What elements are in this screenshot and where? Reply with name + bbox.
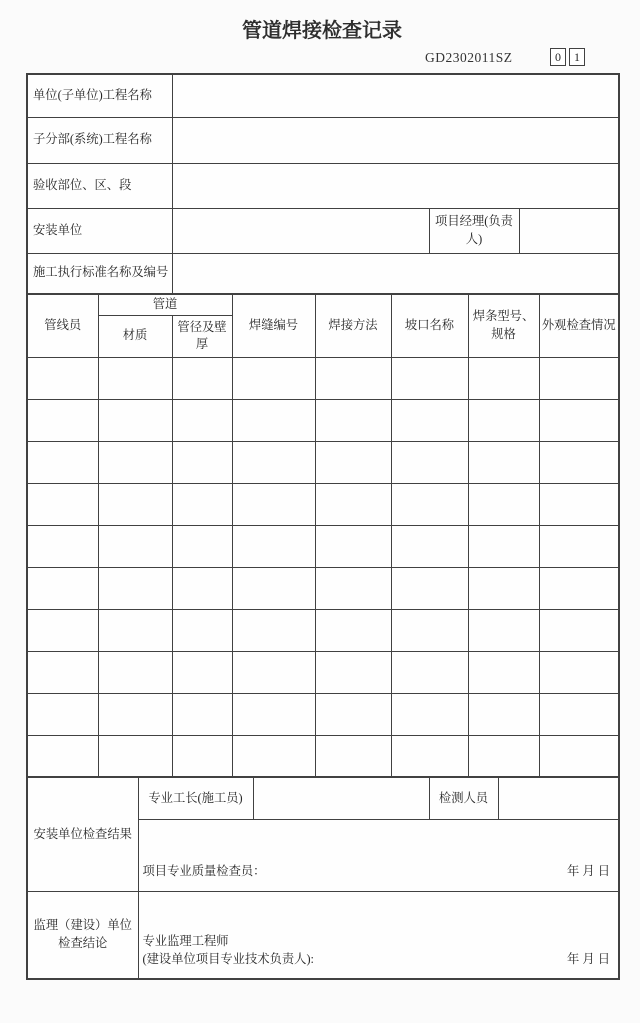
weld-cell-empty — [232, 567, 315, 609]
weld-cell-empty — [468, 735, 539, 777]
weld-cell-empty — [98, 735, 172, 777]
weld-cell-empty — [98, 399, 172, 441]
weld-cell-empty — [98, 693, 172, 735]
info-row-standard — [27, 253, 619, 294]
weld-cell-empty — [539, 525, 619, 567]
col-header-appearance: 外观检查情况 — [539, 294, 619, 357]
unit-project-value — [172, 74, 619, 117]
weld-cell-empty — [98, 441, 172, 483]
weld-cell-empty — [98, 651, 172, 693]
install-check-date-label: 年 月 日 — [566, 864, 610, 878]
weld-row — [27, 651, 619, 693]
col-header-material: 材质 — [98, 315, 172, 357]
code-row — [26, 46, 618, 70]
subdivision-value — [172, 117, 619, 163]
weld-cell-empty — [172, 567, 232, 609]
weld-row — [27, 693, 619, 735]
weld-cell-empty — [98, 609, 172, 651]
weld-cell-empty — [27, 399, 98, 441]
subdivision-label: 子分部(系统)工程名称 — [27, 117, 172, 163]
foreman-value — [253, 777, 429, 819]
weld-cell-empty — [315, 651, 391, 693]
col-header-weld-no: 焊缝编号 — [232, 294, 315, 357]
page-title: 管道焊接检查记录 — [242, 20, 402, 42]
install-unit-label: 安装单位 — [27, 208, 172, 253]
tester-value — [498, 777, 619, 819]
weld-cell-empty — [539, 693, 619, 735]
acceptance-part-label: 验收部位、区、段 — [27, 163, 172, 208]
weld-row — [27, 525, 619, 567]
weld-row — [27, 441, 619, 483]
weld-cell-empty — [27, 357, 98, 399]
weld-cell-empty — [232, 651, 315, 693]
weld-row — [27, 735, 619, 777]
weld-cell-empty — [391, 399, 468, 441]
weld-cell-empty — [27, 609, 98, 651]
weld-cell-empty — [98, 525, 172, 567]
install-unit-value — [172, 208, 429, 253]
weld-cell-empty — [232, 735, 315, 777]
weld-cell-empty — [98, 357, 172, 399]
weld-cell-empty — [172, 357, 232, 399]
weld-cell-empty — [98, 567, 172, 609]
foreman-label: 专业工长(施工员) — [138, 777, 253, 819]
weld-cell-empty — [172, 693, 232, 735]
weld-cell-empty — [315, 399, 391, 441]
weld-cell-empty — [232, 483, 315, 525]
supervision-date-label: 年 月 日 — [566, 951, 610, 966]
weld-row — [27, 609, 619, 651]
weld-cell-empty — [172, 483, 232, 525]
weld-cell-empty — [172, 651, 232, 693]
quality-inspector-cell — [138, 819, 619, 891]
project-manager-label: 项目经理(负责人) — [429, 208, 519, 253]
weld-cell-empty — [27, 735, 98, 777]
weld-cell-empty — [539, 399, 619, 441]
weld-cell-empty — [539, 441, 619, 483]
col-group-pipe: 管道 — [98, 294, 232, 315]
weld-cell-empty — [27, 525, 98, 567]
weld-cell-empty — [391, 651, 468, 693]
weld-record-table — [26, 293, 620, 778]
weld-cell-empty — [27, 567, 98, 609]
weld-cell-empty — [315, 609, 391, 651]
weld-cell-empty — [98, 483, 172, 525]
supervision-engineer-cell — [138, 891, 619, 979]
weld-cell-empty — [391, 483, 468, 525]
weld-cell-empty — [468, 357, 539, 399]
weld-cell-empty — [27, 483, 98, 525]
weld-cell-empty — [232, 357, 315, 399]
weld-cell-empty — [468, 441, 539, 483]
weld-cell-empty — [27, 441, 98, 483]
weld-cell-empty — [172, 609, 232, 651]
weld-cell-empty — [232, 609, 315, 651]
weld-cell-empty — [315, 693, 391, 735]
weld-row — [27, 357, 619, 399]
weld-cell-empty — [232, 525, 315, 567]
page-number-box-right: 1 — [569, 48, 585, 66]
weld-cell-empty — [468, 483, 539, 525]
info-row-unit-project — [27, 74, 619, 117]
weld-cell-empty — [27, 651, 98, 693]
weld-cell-empty — [172, 525, 232, 567]
quality-inspector-label: 项目专业质量检查员： — [142, 864, 266, 878]
weld-cell-empty — [391, 525, 468, 567]
acceptance-part-value — [172, 163, 619, 208]
form-code: GD2302011SZ — [425, 50, 513, 65]
weld-cell-empty — [315, 567, 391, 609]
weld-cell-empty — [539, 735, 619, 777]
weld-cell-empty — [468, 651, 539, 693]
info-row-acceptance-part — [27, 163, 619, 208]
info-table — [26, 73, 620, 295]
weld-cell-empty — [27, 693, 98, 735]
supervision-engineer-label: 专业监理工程师 — [142, 933, 229, 948]
weld-cell-empty — [172, 399, 232, 441]
weld-cell-empty — [172, 735, 232, 777]
weld-row — [27, 483, 619, 525]
page-number-box-left: 0 — [550, 48, 566, 66]
supervision-section-label: 监理（建设）单位检查结论 — [27, 891, 138, 979]
weld-cell-empty — [315, 735, 391, 777]
col-header-groove-name: 坡口名称 — [391, 294, 468, 357]
weld-row — [27, 399, 619, 441]
col-header-weld-method: 焊接方法 — [315, 294, 391, 357]
weld-cell-empty — [539, 483, 619, 525]
col-header-diameter-wall: 管径及壁厚 — [172, 315, 232, 357]
weld-cell-empty — [468, 693, 539, 735]
standard-value — [172, 253, 619, 294]
weld-cell-empty — [391, 609, 468, 651]
weld-cell-empty — [315, 357, 391, 399]
tester-label: 检测人员 — [429, 777, 498, 819]
project-manager-value — [519, 208, 619, 253]
weld-cell-empty — [391, 441, 468, 483]
standard-label: 施工执行标准名称及编号 — [27, 253, 172, 294]
weld-cell-empty — [539, 357, 619, 399]
weld-cell-empty — [232, 693, 315, 735]
page-number-boxes — [550, 48, 585, 66]
install-check-row-signers — [27, 777, 619, 819]
weld-cell-empty — [468, 567, 539, 609]
weld-cell-empty — [391, 693, 468, 735]
weld-cell-empty — [391, 735, 468, 777]
info-row-subdivision — [27, 117, 619, 163]
weld-cell-empty — [315, 483, 391, 525]
weld-cell-empty — [539, 567, 619, 609]
weld-cell-empty — [172, 441, 232, 483]
weld-cell-empty — [468, 399, 539, 441]
weld-cell-empty — [315, 441, 391, 483]
col-header-pipeline-worker: 管线员 — [27, 294, 98, 357]
col-header-electrode-spec: 焊条型号、规格 — [468, 294, 539, 357]
install-check-section-label: 安装单位检查结果 — [27, 777, 138, 891]
weld-cell-empty — [232, 399, 315, 441]
weld-row — [27, 567, 619, 609]
supervision-engineer-note: (建设单位项目专业技术负责人): — [142, 951, 314, 966]
weld-cell-empty — [468, 609, 539, 651]
weld-cell-empty — [391, 567, 468, 609]
weld-cell-empty — [539, 651, 619, 693]
weld-cell-empty — [315, 525, 391, 567]
info-row-install-unit — [27, 208, 619, 253]
check-result-table — [26, 776, 620, 980]
weld-cell-empty — [539, 609, 619, 651]
weld-cell-empty — [468, 525, 539, 567]
weld-cell-empty — [232, 441, 315, 483]
unit-project-label: 单位(子单位)工程名称 — [27, 74, 172, 117]
weld-cell-empty — [391, 357, 468, 399]
weld-table-body — [27, 357, 619, 777]
supervision-check-row — [27, 891, 619, 979]
